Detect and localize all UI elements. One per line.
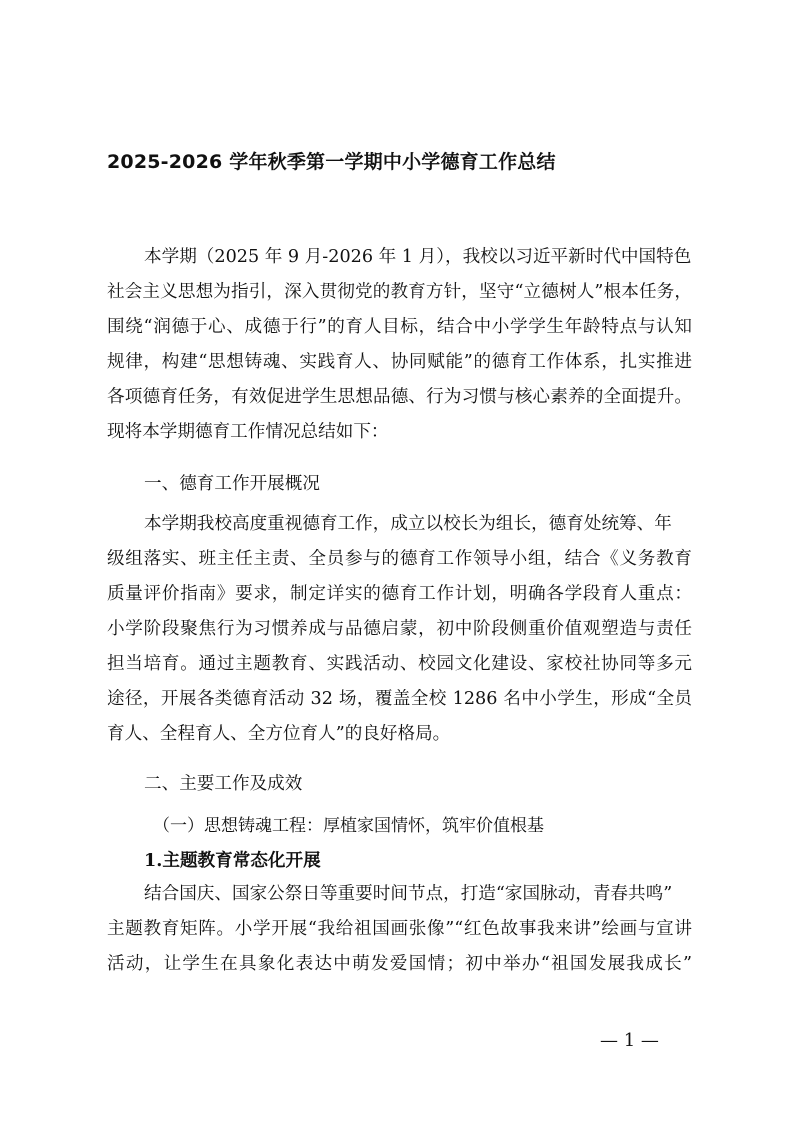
section-2-heading: 二、主要工作及成效 xyxy=(144,774,303,794)
document-title: 2025-2026 学年秋季第一学期中小学德育工作总结 xyxy=(107,151,556,173)
intro-line-2: 社会主义思想为指引，深入贯彻党的教育方针，坚守“立德树人”根本任务， xyxy=(107,282,692,302)
section-1-line-3: 质量评价指南》要求，制定详实的德育工作计划，明确各学段育人重点： xyxy=(107,584,692,604)
intro-line-4: 规律，构建“思想铸魂、实践育人、协同赋能”的德育工作体系，扎实推进 xyxy=(107,352,692,372)
section-1-heading: 一、德育工作开展概况 xyxy=(144,474,320,494)
intro-line-1: 本学期（2025 年 9 月-2026 年 1 月），我校以习近平新时代中国特色 xyxy=(144,247,692,267)
section-1-line-2: 级组落实、班主任主责、全员参与的德育工作领导小组，结合《义务教育 xyxy=(107,549,692,569)
item-1-line-2: 主题教育矩阵。小学开展“我给祖国画张像”“红色故事我来讲”绘画与宣讲 xyxy=(107,919,692,939)
intro-line-3: 围绕“润德于心、成德于行”的育人目标，结合中小学学生年龄特点与认知 xyxy=(107,317,692,337)
item-1-heading: 1.主题教育常态化开展 xyxy=(144,850,321,871)
intro-line-6: 现将本学期德育工作情况总结如下： xyxy=(107,422,389,442)
section-1-line-5: 担当培育。通过主题教育、实践活动、校园文化建设、家校社协同等多元 xyxy=(107,654,692,674)
item-1-line-3: 活动，让学生在具象化表达中萌发爱国情；初中举办“祖国发展我成长” xyxy=(107,954,692,974)
item-1-line-1: 结合国庆、国家公祭日等重要时间节点，打造“家国脉动，青春共鸣” xyxy=(144,884,673,904)
section-1-line-4: 小学阶段聚焦行为习惯养成与品德启蒙，初中阶段侧重价值观塑造与责任 xyxy=(107,619,692,639)
section-1-line-7: 育人、全程育人、全方位育人”的良好格局。 xyxy=(107,724,451,744)
section-1-line-1: 本学期我校高度重视德育工作，成立以校长为组长，德育处统筹、年 xyxy=(144,514,672,534)
section-1-line-6: 途径，开展各类德育活动 32 场，覆盖全校 1286 名中小学生，形成“全员 xyxy=(107,689,692,709)
page-number: — 1 — xyxy=(600,1030,659,1051)
intro-line-5: 各项德育任务，有效促进学生思想品德、行为习惯与核心素养的全面提升。 xyxy=(107,387,692,407)
subsection-1-heading: （一）思想铸魂工程：厚植家国情怀，筑牢价值根基 xyxy=(153,816,544,836)
